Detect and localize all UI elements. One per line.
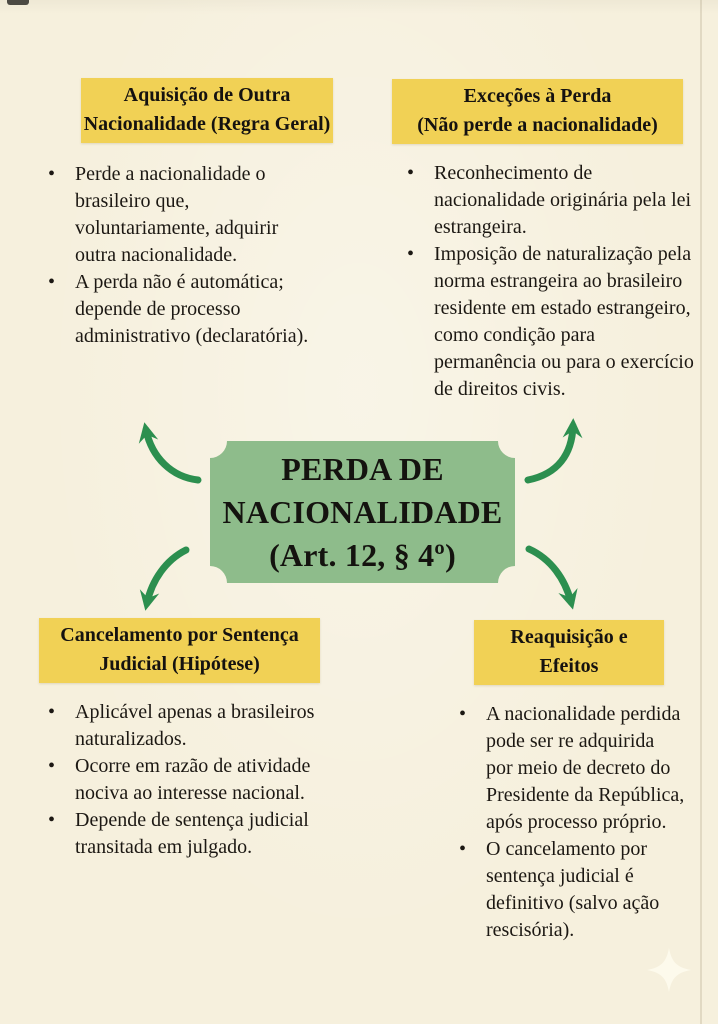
bullet-text: Depende de sentença judicial transitada em julgado.: [75, 809, 309, 858]
bullet-item: [455, 701, 685, 836]
bullet-list: [403, 160, 698, 403]
central-line-1: PERDA DE: [281, 450, 444, 487]
bullet-text: Aplicável apenas a brasileiros naturalizados.: [75, 701, 315, 750]
bullet-text: A nacionalidade perdida pode ser re adquirida por meio de decreto do Presidente da República, após processo próprio.: [486, 703, 685, 833]
bullet-list: [455, 701, 685, 944]
bullet-text: Imposição de naturalização pela norma estrangeira ao brasileiro residente em estado estrangeiro, como condição para permanência ou para o exercício de direitos civis.: [434, 243, 694, 400]
arrow-to-top-right: [528, 426, 573, 480]
bullet-dot-icon: •: [407, 162, 415, 184]
section-title-line: Efeitos: [539, 655, 599, 677]
central-line-2: NACIONALIDADE: [222, 493, 503, 530]
bullet-dot-icon: •: [48, 163, 56, 185]
bullet-item: [403, 241, 698, 403]
node-judicial-cancellation: [39, 618, 329, 861]
bullet-text: Ocorre em razão de atividade nociva ao interesse nacional.: [75, 755, 311, 804]
bullet-dot-icon: •: [48, 271, 56, 293]
node-reacquisition-effects: [455, 620, 685, 944]
bullet-text: Perde a nacionalidade o brasileiro que, voluntariamente, adquirir outra nacionalidade.: [75, 163, 279, 266]
bullet-dot-icon: •: [459, 703, 467, 725]
section-title-line: Aquisição de Outra: [123, 84, 291, 106]
section-title-line: Judicial (Hipótese): [99, 653, 260, 675]
paper-smudge: [7, 0, 29, 5]
central-topic-text: [210, 441, 515, 583]
section-title-line: Exceções à Perda: [463, 85, 612, 107]
arrow-to-top-left: [146, 430, 198, 480]
paper-crease: [700, 0, 702, 1024]
arrow-to-bottom-left: [147, 550, 186, 603]
node-exceptions: [392, 79, 698, 403]
central-line-3: (Art. 12, § 4º): [269, 536, 456, 573]
bullet-dot-icon: •: [459, 838, 467, 860]
bullet-item: [44, 161, 316, 269]
bullet-dot-icon: •: [48, 701, 56, 723]
node-title-judicial-cancellation: [39, 618, 320, 683]
node-title-exceptions: [392, 79, 683, 144]
bullet-dot-icon: •: [407, 243, 415, 265]
bullet-item: [44, 753, 319, 807]
section-title-line: Nacionalidade (Regra Geral): [83, 113, 331, 135]
bullet-text: A perda não é automática; depende de processo administrativo (declaratória).: [75, 271, 309, 347]
bullet-item: [455, 836, 685, 944]
bullet-text: O cancelamento por sentença judicial é definitivo (salvo ação rescisória).: [486, 838, 660, 941]
node-acquisition-rule: [44, 78, 344, 350]
bullet-item: [44, 269, 316, 350]
bullet-item: [44, 807, 319, 861]
section-title-line: (Não perde a nacionalidade): [417, 114, 658, 136]
central-topic: [210, 441, 515, 583]
node-title-reacquisition: [474, 620, 664, 685]
bullet-list: [44, 161, 316, 350]
bullet-item: [44, 699, 319, 753]
arrow-to-bottom-right: [529, 549, 571, 602]
bullet-item: [403, 160, 698, 241]
bullet-dot-icon: •: [48, 809, 56, 831]
sparkle-icon: [646, 948, 692, 992]
node-title-acquisition: [81, 78, 333, 143]
bullet-dot-icon: •: [48, 755, 56, 777]
section-title-line: Reaquisição e: [510, 626, 628, 648]
bullet-list: [44, 699, 319, 861]
bullet-text: Reconhecimento de nacionalidade originária pela lei estrangeira.: [434, 162, 692, 238]
section-title-line: Cancelamento por Sentença: [60, 624, 299, 646]
